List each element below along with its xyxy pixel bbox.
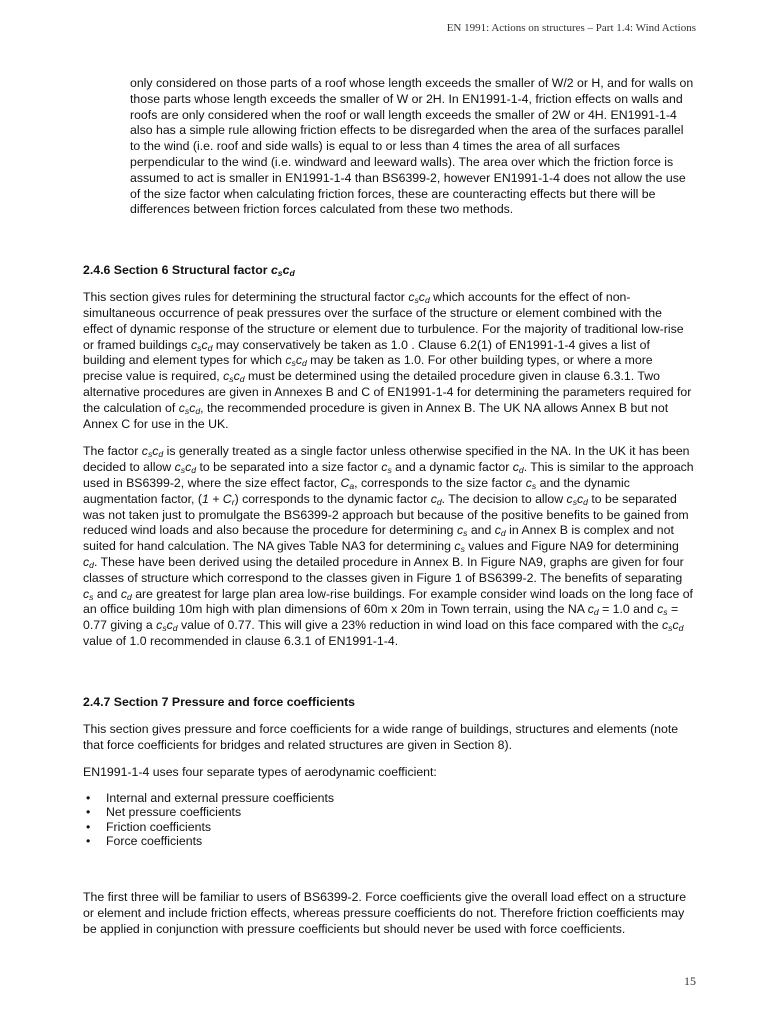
cs-symbol: $c_s$ <box>525 475 537 492</box>
cd-symbol: $c_d$ <box>587 602 599 618</box>
section-2-4-7-paragraph-3: The first three will be familiar to users of BS6399-2. Force coefficients give the overall load effect on a structure or element and include friction effects, whereas pressure coefficients do not. Therefore friction coefficients may be applied in conjunction with pressure coefficients but should never be used with force coefficients. <box>83 889 687 936</box>
page-content <box>83 76 695 937</box>
cs-symbol: $c_s$ <box>657 602 668 618</box>
section-title: Section 6 Structural factor <box>113 263 271 278</box>
section-number: 2.4.6 <box>83 263 111 278</box>
cs-symbol: $c_s$ <box>381 460 392 476</box>
cscd-symbol: $c_sc_d$ <box>285 353 307 369</box>
cscd-symbol: $c_sc_d$ <box>156 618 178 634</box>
list-item: • Force coefficients <box>83 834 695 848</box>
coefficient-types-list <box>83 791 695 848</box>
section-2-4-7-paragraph-2: EN1991-1-4 uses four separate types of aerodynamic coefficient: <box>83 765 437 780</box>
cd-symbol: $c_d$ <box>430 491 442 507</box>
running-header: EN 1991: Actions on structures – Part 1.4: Wind Actions <box>446 22 696 34</box>
section-2-4-6-paragraph-2: The factor $c_sc_d$ is generally treated as a single factor unless otherwise specified in the NA. In the UK it has been decided to allow $c_sc_d$ to be separated into a size factor $c_s$ and a dynamic factor $c_d$. This is similar to the approach used in BS6399-2, where the size effect factor, $C_a$, corresponds to the size factor $c_s$ and the dynamic augmentation factor, $(1 + C_r)$ corresponds to the dynamic factor $c_d$. The decision to allow $c_sc_d$ to be separated was not taken just to promulgate the BS6399-2 approach but because of the positive benefits to be gained from reduced wind loads and also because the procedure for determining $c_s$ and $c_d$ in Annex B is complex and not suited for hand calculation. The NA gives Table NA3 for determining $c_s$ values and Figure NA9 for determining $c_d$. These have been derived using the detailed procedure in Annex B. In Figure NA9, graphs are given for four classes of structure which correspond to the classes given in Figure 1 of BS6399-2. The benefits of separating $c_s$ and $c_d$ are greatest for large plan area low-rise buildings. For example consider wind loads on the long face of an office building 10m high with plan dimensions of 60m x 20m in Town terrain, using the NA $c_d = 1.0$ and $c_s = 0.77$ giving a $c_sc_d$ value of 0.77. This will give a 23% reduction in wind load on this face compared with the $c_sc_d$ value of 1.0 recommended in clause 6.3.1 of EN1991-1-4. <box>83 444 694 648</box>
section-2-4-7-paragraph-1: This section gives pressure and force coefficients for a wide range of buildings, structures and elements (note that force coefficients for bridges and related structures are given in Section 8). <box>83 721 679 752</box>
section-2-4-6-paragraph-1: This section gives rules for determining the structural factor $c_sc_d$ which accounts for the effect of non-simultaneous occurrence of peak pressures over the surface of the structure or element combined with the effect of dynamic response of the structure or element due to turbulence. For the majority of traditional low-rise or framed buildings $c_sc_d$ may conservatively be taken as 1.0 . Clause 6.2(1) of EN1991-1-4 gives a list of building and element types for which $c_sc_d$ may be taken as 1.0. For other building types, or where a more precise value is required, $c_sc_d$ must be determined using the detailed procedure given in clause 6.3.1. Two alternative procedures are given in Annexes B and C of EN1991-1-4 for determining the parameters required for the calculation of $c_sc_d$, the recommended procedure is given in Annex B. The UK NA allows Annex B but not Annex C for use in the UK. <box>83 290 692 431</box>
section-heading-2-4-7 <box>83 694 695 710</box>
list-item: • Net pressure coefficients <box>83 805 695 819</box>
cs-symbol: $c_s$ <box>454 539 465 555</box>
intro-paragraph: only considered on those parts of a roof whose length exceeds the smaller of W/2 or H, and for walls on those parts whose length exceeds the smaller of W or 2H. In EN1991-1-4, friction effects on walls and roofs are only considered when the roof or wall length exceeds the smaller of 2W or 4H. EN1991-1-4 also has a simple rule allowing friction effects to be disregarded when the area of the surfaces parallel to the wind (i.e. roof and side walls) is equal to or less than 4 times the area of all surfaces perpendicular to the wind (i.e. windward and leeward walls). The area over which the friction force is assumed to act is smaller in EN1991-1-4 than BS6399-2, however EN1991-1-4 does not allow the use of the size factor when calculating friction forces, these are counteracting effects but there will be differences between friction forces calculated from these two methods. <box>130 76 694 217</box>
cd-symbol: $c_d$ <box>83 554 94 571</box>
page-number: 15 <box>684 974 696 988</box>
structural-factor-symbol: $c_sc_d$ <box>270 263 295 279</box>
ca-symbol: $C_a$ <box>340 475 355 492</box>
cscd-symbol: $c_sc_d$ <box>408 290 430 306</box>
cd-symbol: $c_d$ <box>120 586 132 602</box>
section-number: 2.4.7 <box>83 694 111 709</box>
list-item: • Friction coefficients <box>83 820 695 834</box>
cs-symbol: $c_s$ <box>456 523 468 539</box>
cd-symbol: $c_d$ <box>494 523 506 539</box>
cscd-symbol: $c_sc_d$ <box>223 369 245 385</box>
cscd-symbol: $c_sc_d$ <box>566 491 588 507</box>
one-plus-cr-symbol: $1 + C_r$ <box>201 491 235 507</box>
list-item: • Internal and external pressure coefficients <box>83 791 695 805</box>
cscd-symbol: $c_sc_d$ <box>191 337 213 353</box>
cscd-symbol: $c_sc_d$ <box>661 618 684 634</box>
cscd-symbol: $c_sc_d$ <box>141 444 164 460</box>
cd-symbol: $c_d$ <box>512 460 524 476</box>
cscd-symbol: $c_sc_d$ <box>178 400 201 416</box>
cscd-symbol: $c_sc_d$ <box>174 460 197 476</box>
section-heading-2-4-6 <box>83 262 695 278</box>
cs-symbol: $c_s$ <box>83 586 94 602</box>
section-title: Section 7 Pressure and force coefficients <box>113 694 356 709</box>
